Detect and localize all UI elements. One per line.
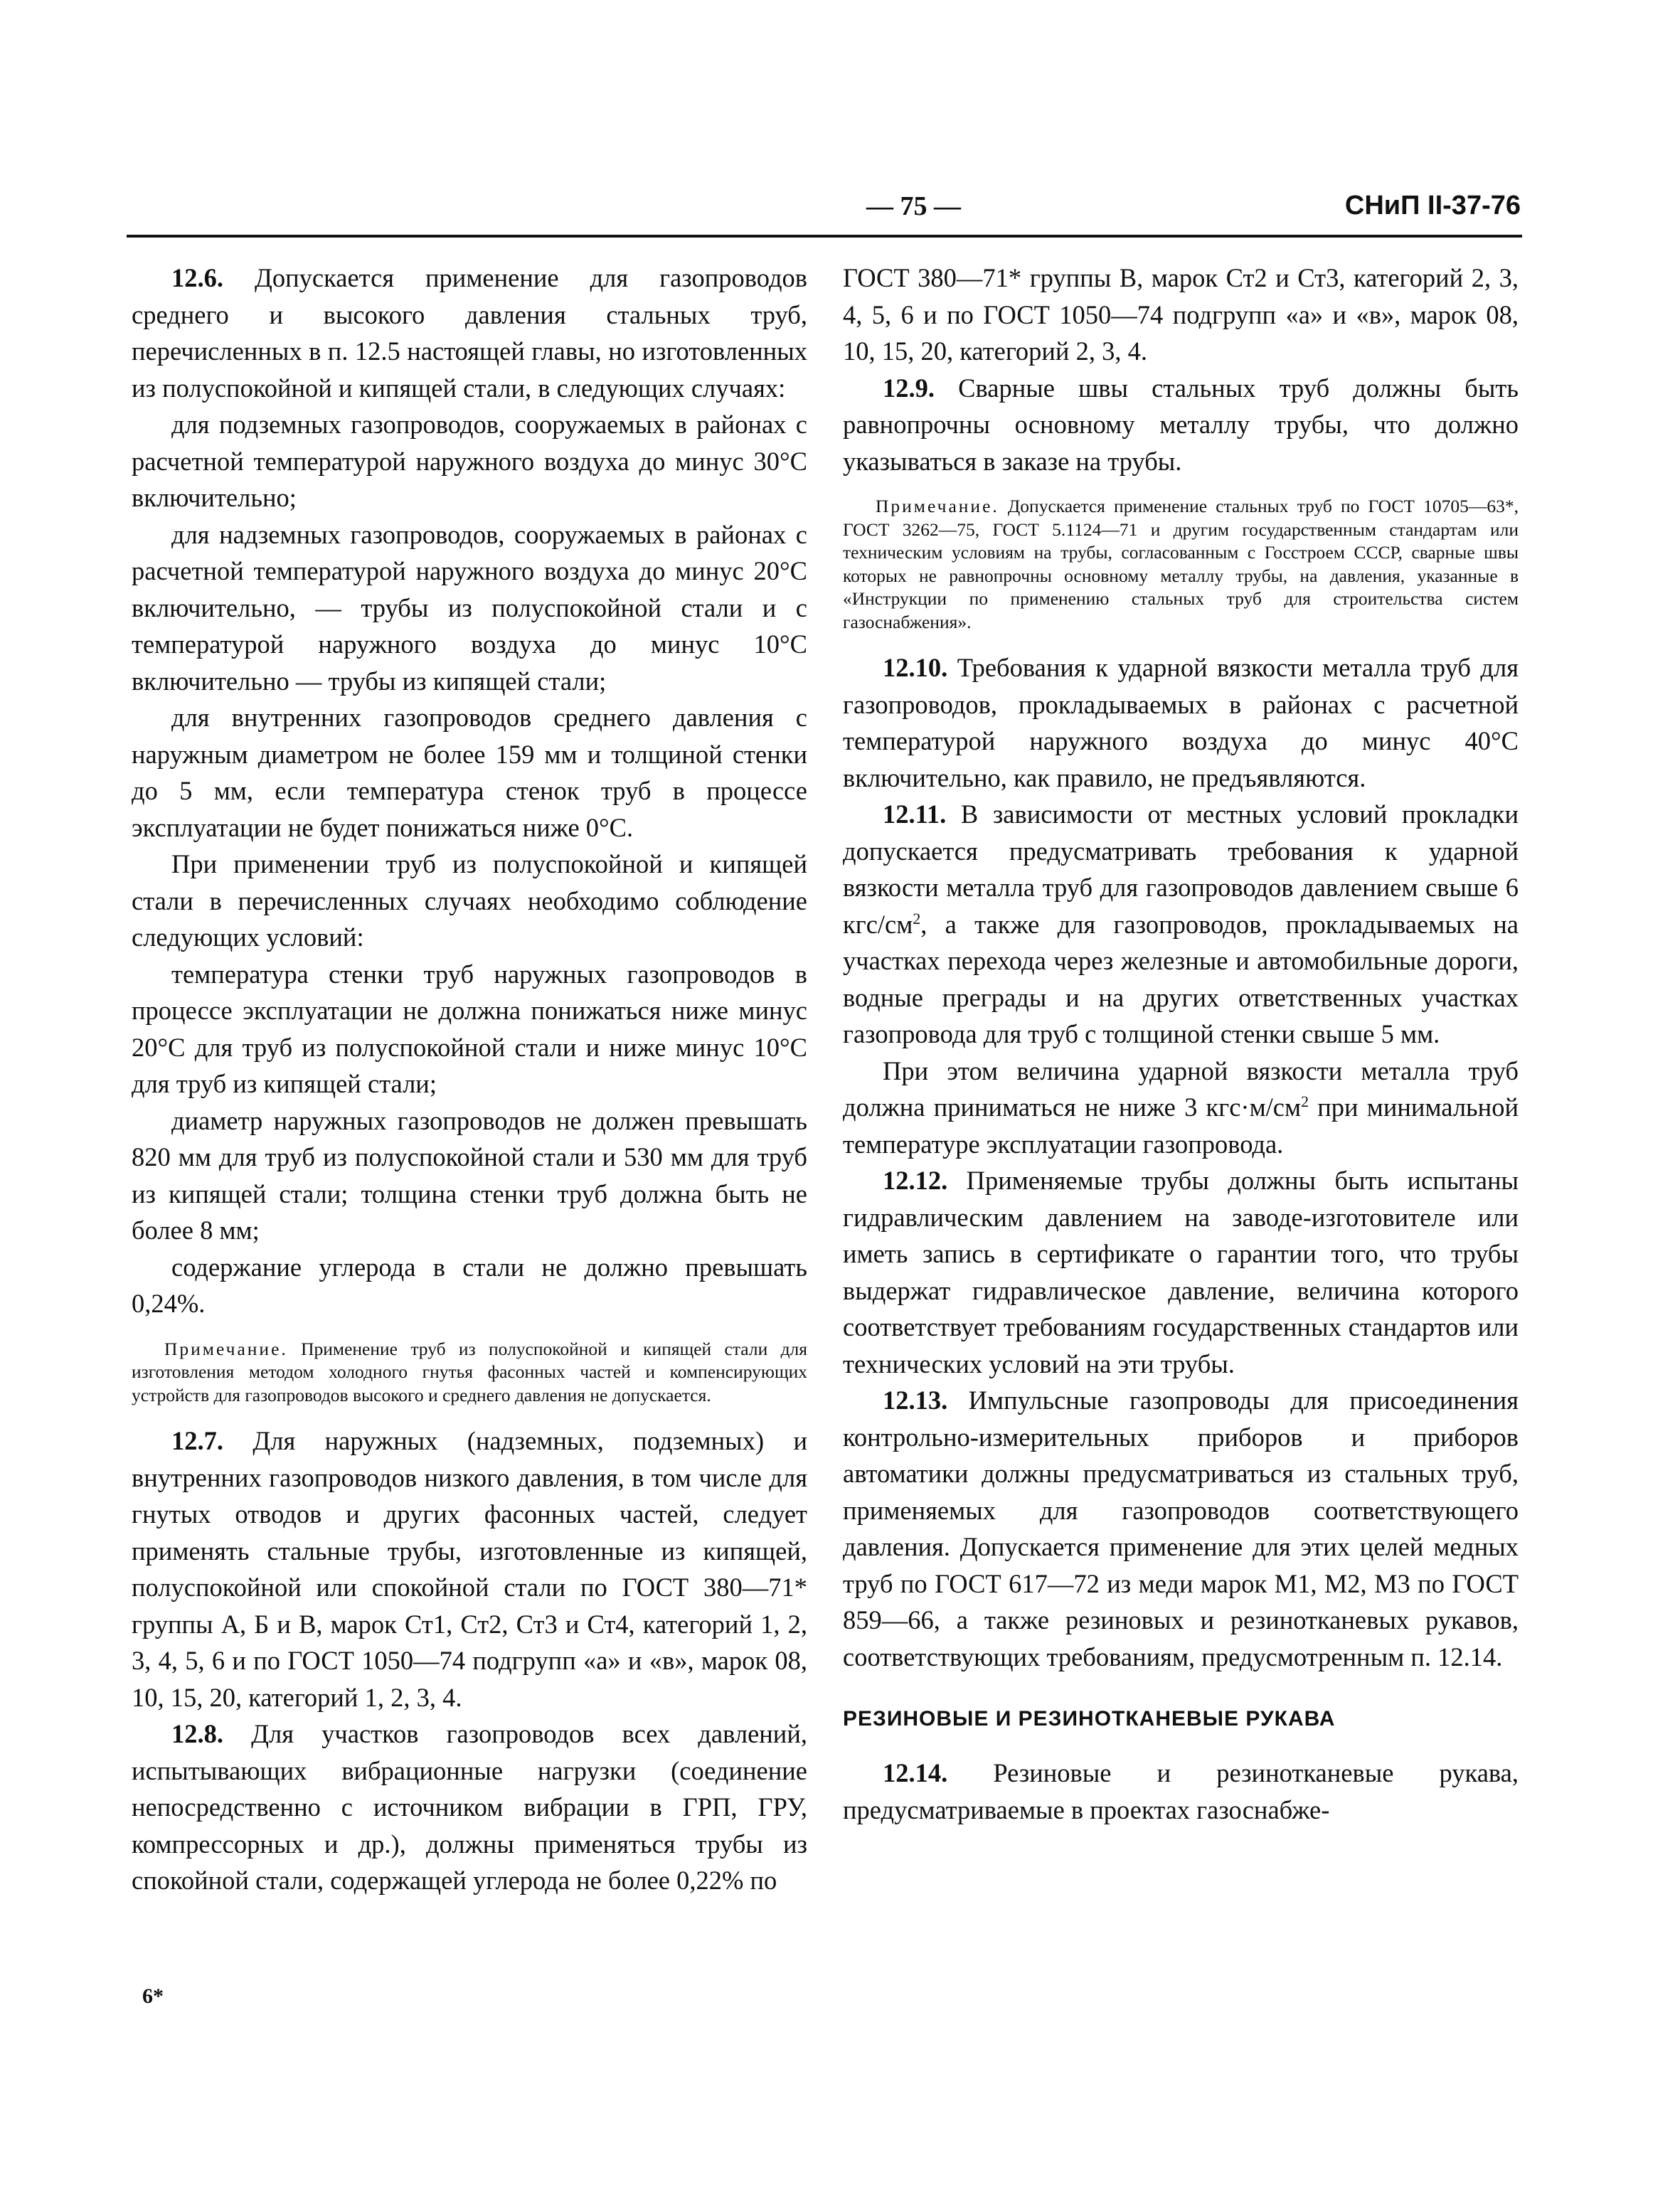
paragraph-number: 12.7. bbox=[171, 1426, 223, 1455]
paragraph-12-14 bbox=[843, 1755, 1519, 1828]
paragraph-text: Допускается применение для газопроводов среднего и высокого давления стальных труб, перечисленных в п. 12.5 настоящей главы, но изготовленных из полуспокойной и кипящей стали, в следующих случаях: bbox=[132, 263, 807, 403]
superscript: 2 bbox=[913, 909, 921, 927]
paragraph-12-8-continued: ГОСТ 380—71* группы В, марок Ст2 и Ст3, категорий 2, 3, 4, 5, 6 и по ГОСТ 1050—74 подгрупп «а» и «в», марок 08, 10, 15, 20, категорий 2, 3, 4. bbox=[843, 263, 1519, 366]
paragraph-number: 12.13. bbox=[883, 1386, 948, 1415]
paragraph-text: Для участков газопроводов всех давлений, испытывающих вибрационные нагрузки (соединение непосредственно с источником вибрации в ГРП, ГРУ, компрессорных и др.), должны применяться трубы из спокойной стали, содержащей углерода не более 0,22% по bbox=[132, 1719, 807, 1895]
note-2 bbox=[843, 495, 1519, 634]
paragraph-text: , а также для газопроводов, прокладываемых на участках перехода через железные и автомобильные дороги, водные преграды и на других ответственных участках газопровода для труб с толщиной стенки свыше 5 мм. bbox=[843, 909, 1519, 1048]
paragraph-number: 12.8. bbox=[171, 1719, 223, 1748]
note-1 bbox=[132, 1338, 807, 1408]
paragraph-number: 12.6. bbox=[171, 263, 223, 292]
paragraph-text: При этом величина ударной вязкости металла труб должна приниматься не ниже 3 кгс·м/см bbox=[843, 1056, 1519, 1122]
paragraph-12-9 bbox=[843, 370, 1519, 480]
paragraph-12-13 bbox=[843, 1382, 1519, 1675]
paragraph-12-8 bbox=[132, 1716, 807, 1899]
paragraph-text: Для наружных (надземных, подземных) и внутренних газопроводов низкого давления, в том числе для гнутых отводов и других фасонных частей, следует применять стальные трубы, изготовленные из кипящей, полуспокойной или спокойной стали по ГОСТ 380—71* группы А, Б и В, марок Ст1, Ст2, Ст3 и Ст4, категорий 1, 2, 3, 4, 5, 6 и по ГОСТ 1050—74 подгрупп «а» и «в», марок 08, 10, 15, 20, категорий 1, 2, 3, 4. bbox=[132, 1426, 807, 1712]
right-column bbox=[843, 260, 1519, 1828]
paragraph-number: 12.10. bbox=[883, 653, 948, 682]
case-1: для подземных газопроводов, сооружаемых в районах с расчетной температурой наружного воздуха до минус 30°С включительно; bbox=[132, 410, 807, 512]
document-code: СНиП II-37-76 bbox=[1344, 191, 1521, 220]
paragraph-text: В зависимости от местных условий прокладки допускается предусматривать требования к ударной вязкости металла труб для газопроводов давлением свыше 6 кгс/см bbox=[843, 799, 1519, 939]
superscript: 2 bbox=[1301, 1092, 1309, 1110]
paragraph-text: Требования к ударной вязкости металла труб для газопроводов, прокладываемых в районах с расчетной температурой наружного воздуха до минус 40°С включительно, как правило, не предъявляются. bbox=[843, 653, 1519, 792]
paragraph-12-11-b bbox=[843, 1053, 1519, 1163]
note-label: Примечание. bbox=[164, 1338, 288, 1359]
paragraph-number: 12.14. bbox=[883, 1758, 948, 1787]
note-label: Примечание. bbox=[876, 496, 999, 516]
condition-2: диаметр наружных газопроводов не должен превышать 820 мм для труб из полуспокойной стали и 530 мм для труб из кипящей стали; толщина стенки труб должна быть не более 8 мм; bbox=[132, 1105, 807, 1245]
paragraph-number: 12.9. bbox=[883, 373, 935, 403]
condition-1: температура стенки труб наружных газопроводов в процессе эксплуатации не должна понижаться ниже минус 20°С для труб из полуспокойной стали и ниже минус 10°С для труб из кипящей стали; bbox=[132, 959, 807, 1098]
paragraph-text: Импульсные газопроводы для присоединения контрольно-измерительных приборов и приборов автоматики должны предусматриваться из стальных труб, применяемых для газопроводов соответствующего давления. Допускается применение для этих целей медных труб по ГОСТ 617—72 из меди марок М1, М2, М3 по ГОСТ 859—66, а также резиновых и резинотканевых рукавов, соответствующих требованиям, предусмотренным п. 12.14. bbox=[843, 1386, 1519, 1671]
paragraph-text: при минимальной температуре эксплуатации газопровода. bbox=[843, 1092, 1519, 1159]
paragraph-12-11 bbox=[843, 796, 1519, 1053]
paragraph-12-12 bbox=[843, 1162, 1519, 1382]
paragraph-12-10 bbox=[843, 649, 1519, 796]
paragraph-text: Сварные швы стальных труб должны быть равнопрочны основному металлу трубы, что должно указываться в заказе на трубы. bbox=[843, 373, 1519, 476]
paragraph-12-6 bbox=[132, 260, 807, 406]
section-title: РЕЗИНОВЫЕ И РЕЗИНОТКАНЕВЫЕ РУКАВА bbox=[843, 1707, 1336, 1731]
case-2: для надземных газопроводов, сооружаемых в районах с расчетной температурой наружного воздуха до минус 20°С включительно, — трубы из полуспокойной стали и с температурой наружного воздуха до минус 10°С включительно — трубы из кипящей стали; bbox=[132, 519, 807, 696]
paragraph-text: Резиновые и резинотканевые рукава, предусматриваемые в проектах газоснабже- bbox=[843, 1758, 1519, 1824]
paragraph-number: 12.12. bbox=[883, 1166, 948, 1195]
condition-3: содержание углерода в стали не должно превышать 0,24%. bbox=[132, 1252, 807, 1318]
paragraph-number: 12.11. bbox=[883, 799, 947, 829]
paragraph-12-7 bbox=[132, 1423, 807, 1716]
left-column bbox=[132, 260, 807, 1899]
note-text: Применение труб из полуспокойной и кипящей стали для изготовления методом холодного гнутья фасонных частей и компенсирующих устройств для газопроводов высокого и среднего давления не допускается. bbox=[132, 1338, 807, 1405]
case-3: для внутренних газопроводов среднего давления с наружным диаметром не более 159 мм и толщиной стенки до 5 мм, если температура стенок труб в процессе эксплуатации не будет понижаться ниже 0°С. bbox=[132, 703, 807, 842]
page-number: — 75 — bbox=[866, 191, 961, 221]
header-rule bbox=[127, 235, 1522, 238]
signature-mark: 6* bbox=[142, 1984, 164, 2008]
conditions-intro: При применении труб из полуспокойной и кипящей стали в перечисленных случаях необходимо соблюдение следующих условий: bbox=[132, 849, 807, 952]
note-text: Допускается применение стальных труб по ГОСТ 10705—63*, ГОСТ 3262—75, ГОСТ 5.1124—71 и другим государственным стандартам или техническим условиям на трубы, согласованным с Госстроем СССР, сварные швы которых не равнопрочны основному металлу трубы, на давления, указанные в «Инструкции по применению стальных труб для строительства систем газоснабжения». bbox=[843, 496, 1519, 632]
paragraph-text: Применяемые трубы должны быть испытаны гидравлическим давлением на заводе-изготовителе или иметь запись в сертификате о гарантии того, что трубы выдержат гидравлическое давление, величина которого соответствует требованиям государственных стандартов или технических условий на эти трубы. bbox=[843, 1166, 1519, 1378]
page-header bbox=[127, 191, 1549, 233]
